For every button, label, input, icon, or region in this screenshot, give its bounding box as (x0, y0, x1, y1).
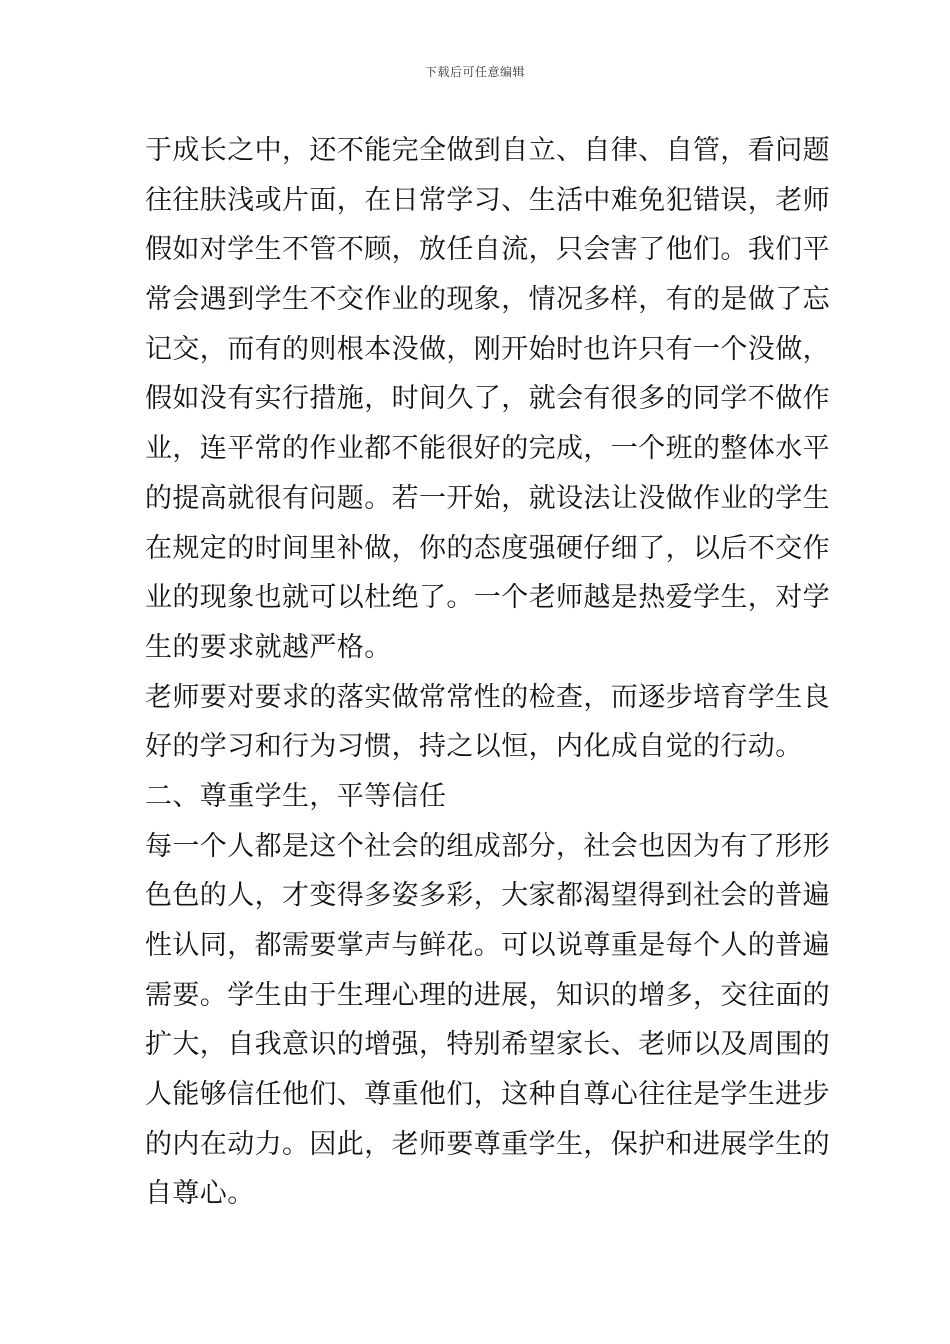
text-line: 色色的人，才变得多姿多彩，大家都渴望得到社会的普遍 (145, 880, 830, 912)
text-line: 好的学习和行为习惯，持之以恒，内化成自觉的行动。 (145, 731, 803, 763)
text-line: 自尊心。 (145, 1178, 255, 1210)
text-line: 老师要对要求的落实做常常性的检查，而逐步培育学生良 (145, 681, 830, 713)
page-header: 下载后可任意编辑 (424, 65, 525, 79)
text-line: 常会遇到学生不交作业的现象，情况多样，有的是做了忘 (145, 284, 830, 316)
text-line: 往往肤浅或片面，在日常学习、生活中难免犯错误，老师 (145, 184, 830, 216)
text-line: 业的现象也就可以杜绝了。一个老师越是热爱学生，对学 (145, 582, 830, 614)
text-line: 的内在动力。因此，老师要尊重学生，保护和进展学生的 (145, 1128, 830, 1160)
text-line: 业，连平常的作业都不能很好的完成，一个班的整体水平 (145, 433, 830, 465)
text-line: 在规定的时间里补做，你的态度强硬仔细了，以后不交作 (145, 532, 830, 564)
text-line: 每一个人都是这个社会的组成部分，社会也因为有了形形 (145, 830, 830, 862)
text-line: 扩大，自我意识的增强，特别希望家长、老师以及周围的 (145, 1029, 830, 1061)
text-line: 生的要求就越严格。 (145, 631, 392, 663)
section-heading: 二、尊重学生，平等信任 (145, 780, 447, 812)
text-line: 记交，而有的则根本没做，刚开始时也许只有一个没做， (145, 333, 830, 365)
text-line: 需要。学生由于生理心理的进展，知识的增多，交往面的 (145, 979, 830, 1011)
text-line: 的提高就很有问题。若一开始，就设法让没做作业的学生 (145, 482, 830, 514)
text-line: 假如没有实行措施，时间久了，就会有很多的同学不做作 (145, 383, 830, 415)
document-body (145, 126, 830, 1219)
text-line: 性认同，都需要掌声与鲜花。可以说尊重是每个人的普遍 (145, 930, 830, 961)
text-line: 人能够信任他们、尊重他们，这种自尊心往往是学生进步 (145, 1079, 830, 1111)
text-line: 于成长之中，还不能完全做到自立、自律、自管，看问题 (145, 135, 830, 166)
text-line: 假如对学生不管不顾，放任自流，只会害了他们。我们平 (145, 234, 830, 266)
